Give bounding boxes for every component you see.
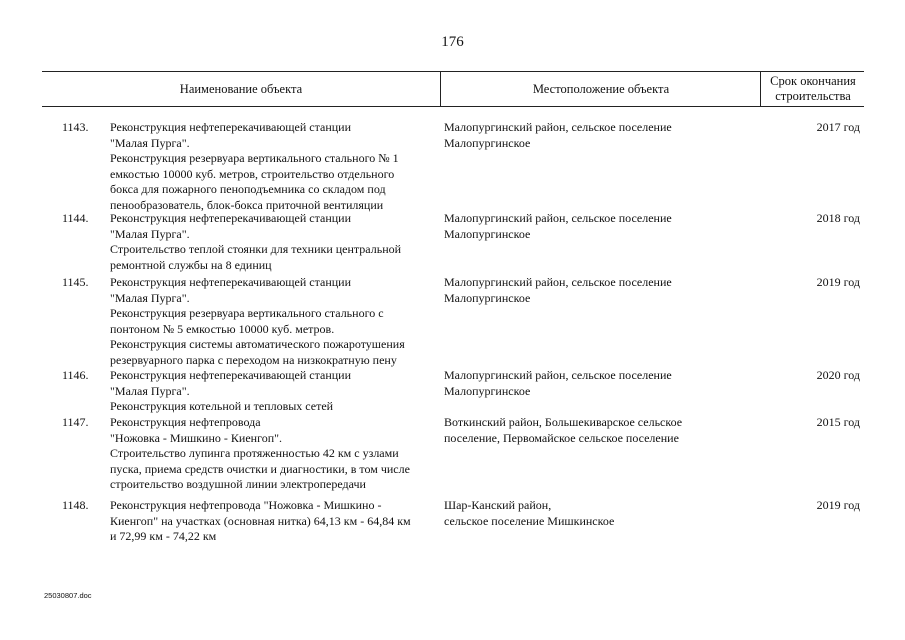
row-term: 2017 год (816, 120, 860, 134)
desc-line: строительство воздушной линии электропередачи (110, 477, 366, 492)
desc-line: "Ножовка - Мишкино - Киенгоп". (110, 430, 283, 445)
loc-line: Воткинский район, Большекиварское сельское (444, 415, 683, 429)
desc-line: "Малая Пурга". (110, 226, 190, 241)
row-number: 1144. (62, 211, 89, 225)
desc-line: Реконструкция нефтепровода "Ножовка - Мишкино - (110, 498, 382, 512)
loc-line: сельское поселение Мишкинское (444, 513, 615, 528)
header-term (760, 72, 865, 106)
desc-line: бокса для пожарного пеноподъемника со складом под (110, 182, 386, 197)
header-location: Местоположение объекта (440, 72, 761, 106)
row-number: 1147. (62, 415, 89, 429)
row-location (444, 368, 734, 399)
desc-line: Строительство лупинга протяженностью 42 км с узлами (110, 446, 399, 461)
desc-line: "Малая Пурга". (110, 383, 190, 398)
desc-line: Реконструкция резервуара вертикального стального № 1 (110, 151, 399, 166)
page-number: 176 (441, 34, 464, 50)
desc-line: Реконструкция котельной и тепловых сетей (110, 399, 334, 414)
row-term: 2018 год (816, 211, 860, 225)
desc-line: "Малая Пурга". (110, 290, 190, 305)
desc-line: Реконструкция нефтепровода (110, 415, 261, 429)
desc-line: пенообразователь, блок-бокса приточной вентиляции (110, 197, 384, 212)
desc-line: ремонтной службы на 8 единиц (110, 257, 272, 272)
loc-line: Шар-Канский район, (444, 498, 552, 512)
loc-line: Малопургинское (444, 383, 531, 398)
loc-line: Малопургинское (444, 226, 531, 241)
desc-line: Реконструкция нефтеперекачивающей станции (110, 120, 352, 134)
row-location (444, 211, 734, 242)
desc-line: понтоном № 5 емкостью 10000 куб. метров. (110, 321, 335, 336)
desc-line: Реконструкция нефтеперекачивающей станции (110, 211, 352, 225)
desc-line: Реконструкция нефтеперекачивающей станции (110, 275, 352, 289)
row-term: 2015 год (816, 415, 860, 429)
row-location (444, 275, 734, 306)
row-term: 2019 год (816, 498, 860, 512)
row-number: 1148. (62, 498, 89, 512)
row-number: 1143. (62, 120, 89, 134)
header-term-line: строительства (775, 89, 851, 103)
row-term: 2020 год (816, 368, 860, 382)
loc-line: Малопургинский район, сельское поселение (444, 211, 672, 225)
loc-line: поселение, Первомайское сельское поселение (444, 430, 679, 445)
row-description (110, 368, 440, 415)
loc-line: Малопургинский район, сельское поселение (444, 368, 672, 382)
row-description (110, 498, 440, 545)
file-name-footer: 25030807.doc (44, 591, 92, 600)
row-description (110, 120, 440, 214)
desc-line: и 72,99 км - 74,22 км (110, 529, 217, 544)
row-location (444, 415, 734, 446)
row-description (110, 275, 440, 369)
row-term: 2019 год (816, 275, 860, 289)
desc-line: Реконструкция резервуара вертикального стального с (110, 306, 384, 321)
row-location (444, 498, 734, 529)
row-number: 1145. (62, 275, 89, 289)
row-description (110, 415, 440, 493)
loc-line: Малопургинское (444, 290, 531, 305)
header-name: Наименование объекта (179, 81, 303, 96)
loc-line: Малопургинское (444, 135, 531, 150)
desc-line: Реконструкция системы автоматического пожаротушения (110, 337, 405, 352)
desc-line: "Малая Пурга". (110, 135, 190, 150)
desc-line: резервуарного парка с переходом на низкократную пену (110, 352, 397, 367)
table-header (42, 71, 864, 107)
desc-line: Киенгоп" на участках (основная нитка) 64,13 км - 64,84 км (110, 513, 411, 528)
desc-line: Строительство теплой стоянки для техники центральной (110, 242, 402, 257)
loc-line: Малопургинский район, сельское поселение (444, 120, 672, 134)
header-term-line: Срок окончания (770, 74, 856, 88)
desc-line: емкостью 10000 куб. метров, строительство отдельного (110, 166, 395, 181)
row-location (444, 120, 734, 151)
row-number: 1146. (62, 368, 89, 382)
desc-line: Реконструкция нефтеперекачивающей станции (110, 368, 352, 382)
loc-line: Малопургинский район, сельское поселение (444, 275, 672, 289)
desc-line: пуска, приема средств очистки и диагностики, в том числе (110, 461, 410, 476)
row-description (110, 211, 440, 273)
